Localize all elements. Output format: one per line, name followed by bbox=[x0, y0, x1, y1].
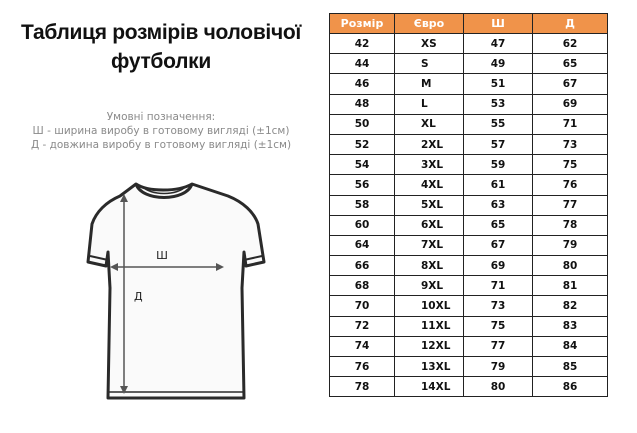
cell-size: 60 bbox=[330, 215, 395, 235]
cell-width: 75 bbox=[464, 316, 533, 336]
cell-size: 72 bbox=[330, 316, 395, 336]
table-row bbox=[330, 134, 608, 154]
table-row bbox=[330, 195, 608, 215]
table-row bbox=[330, 235, 608, 255]
cell-euro: 13XL bbox=[395, 357, 464, 377]
tshirt-outline-icon bbox=[88, 184, 264, 398]
cell-length: 65 bbox=[533, 54, 608, 74]
table-row bbox=[330, 377, 608, 397]
cell-size: 54 bbox=[330, 155, 395, 175]
cell-length: 79 bbox=[533, 235, 608, 255]
cell-length: 78 bbox=[533, 215, 608, 235]
cell-width: 73 bbox=[464, 296, 533, 316]
cell-length: 82 bbox=[533, 296, 608, 316]
table-row bbox=[330, 215, 608, 235]
cell-length: 75 bbox=[533, 155, 608, 175]
cell-size: 42 bbox=[330, 34, 395, 54]
cell-size: 66 bbox=[330, 256, 395, 276]
cell-width: 63 bbox=[464, 195, 533, 215]
cell-size: 74 bbox=[330, 336, 395, 356]
cell-length: 69 bbox=[533, 94, 608, 114]
cell-euro: 9XL bbox=[395, 276, 464, 296]
legend bbox=[0, 110, 322, 152]
table-row bbox=[330, 296, 608, 316]
cell-length: 71 bbox=[533, 114, 608, 134]
cell-size: 70 bbox=[330, 296, 395, 316]
cell-euro: M bbox=[395, 74, 464, 94]
header-size: Розмір bbox=[330, 14, 395, 34]
cell-length: 85 bbox=[533, 357, 608, 377]
header-width: Ш bbox=[464, 14, 533, 34]
legend-width-note: Ш - ширина виробу в готовому вигляді (±1см) bbox=[32, 125, 290, 137]
cell-length: 76 bbox=[533, 175, 608, 195]
cell-euro: 3XL bbox=[395, 155, 464, 175]
cell-euro: XL bbox=[395, 114, 464, 134]
cell-euro: 12XL bbox=[395, 336, 464, 356]
header-length: Д bbox=[533, 14, 608, 34]
cell-size: 68 bbox=[330, 276, 395, 296]
table-row bbox=[330, 357, 608, 377]
cell-width: 71 bbox=[464, 276, 533, 296]
table-row bbox=[330, 336, 608, 356]
cell-euro: 14XL bbox=[395, 377, 464, 397]
cell-width: 53 bbox=[464, 94, 533, 114]
table-row bbox=[330, 54, 608, 74]
cell-size: 50 bbox=[330, 114, 395, 134]
cell-euro: L bbox=[395, 94, 464, 114]
cell-width: 79 bbox=[464, 357, 533, 377]
size-table-header bbox=[330, 14, 608, 34]
cell-euro: 7XL bbox=[395, 235, 464, 255]
cell-size: 52 bbox=[330, 134, 395, 154]
cell-width: 61 bbox=[464, 175, 533, 195]
width-label: Ш bbox=[156, 249, 168, 262]
cell-width: 59 bbox=[464, 155, 533, 175]
cell-length: 86 bbox=[533, 377, 608, 397]
title-line-1: Таблиця розмірів чоловічої bbox=[20, 21, 301, 44]
table-row bbox=[330, 114, 608, 134]
cell-size: 76 bbox=[330, 357, 395, 377]
size-table-body bbox=[330, 34, 608, 397]
cell-width: 47 bbox=[464, 34, 533, 54]
table-row bbox=[330, 94, 608, 114]
cell-euro: 2XL bbox=[395, 134, 464, 154]
cell-size: 46 bbox=[330, 74, 395, 94]
table-row bbox=[330, 155, 608, 175]
header-euro: Євро bbox=[395, 14, 464, 34]
cell-width: 77 bbox=[464, 336, 533, 356]
table-row bbox=[330, 316, 608, 336]
cell-length: 73 bbox=[533, 134, 608, 154]
cell-width: 69 bbox=[464, 256, 533, 276]
table-row bbox=[330, 34, 608, 54]
cell-euro: 4XL bbox=[395, 175, 464, 195]
cell-width: 51 bbox=[464, 74, 533, 94]
table-row bbox=[330, 256, 608, 276]
cell-euro: XS bbox=[395, 34, 464, 54]
cell-size: 48 bbox=[330, 94, 395, 114]
cell-euro: 10XL bbox=[395, 296, 464, 316]
tshirt-diagram bbox=[58, 178, 273, 408]
table-row bbox=[330, 276, 608, 296]
table-row bbox=[330, 74, 608, 94]
cell-length: 83 bbox=[533, 316, 608, 336]
page-title bbox=[0, 18, 322, 76]
cell-euro: 8XL bbox=[395, 256, 464, 276]
cell-length: 80 bbox=[533, 256, 608, 276]
size-table bbox=[329, 13, 608, 397]
cell-width: 57 bbox=[464, 134, 533, 154]
cell-length: 81 bbox=[533, 276, 608, 296]
cell-size: 44 bbox=[330, 54, 395, 74]
cell-size: 58 bbox=[330, 195, 395, 215]
cell-euro: S bbox=[395, 54, 464, 74]
cell-length: 77 bbox=[533, 195, 608, 215]
cell-width: 67 bbox=[464, 235, 533, 255]
title-line-2: футболки bbox=[111, 50, 211, 73]
cell-length: 62 bbox=[533, 34, 608, 54]
cell-width: 49 bbox=[464, 54, 533, 74]
cell-euro: 11XL bbox=[395, 316, 464, 336]
cell-size: 78 bbox=[330, 377, 395, 397]
cell-width: 80 bbox=[464, 377, 533, 397]
length-label: Д bbox=[134, 290, 143, 303]
cell-length: 67 bbox=[533, 74, 608, 94]
cell-width: 55 bbox=[464, 114, 533, 134]
legend-length-note: Д - довжина виробу в готовому вигляді (±1см) bbox=[30, 139, 292, 151]
legend-heading: Умовні позначення: bbox=[106, 111, 216, 123]
cell-euro: 5XL bbox=[395, 195, 464, 215]
table-row bbox=[330, 175, 608, 195]
cell-length: 84 bbox=[533, 336, 608, 356]
cell-width: 65 bbox=[464, 215, 533, 235]
cell-size: 64 bbox=[330, 235, 395, 255]
cell-euro: 6XL bbox=[395, 215, 464, 235]
cell-size: 56 bbox=[330, 175, 395, 195]
